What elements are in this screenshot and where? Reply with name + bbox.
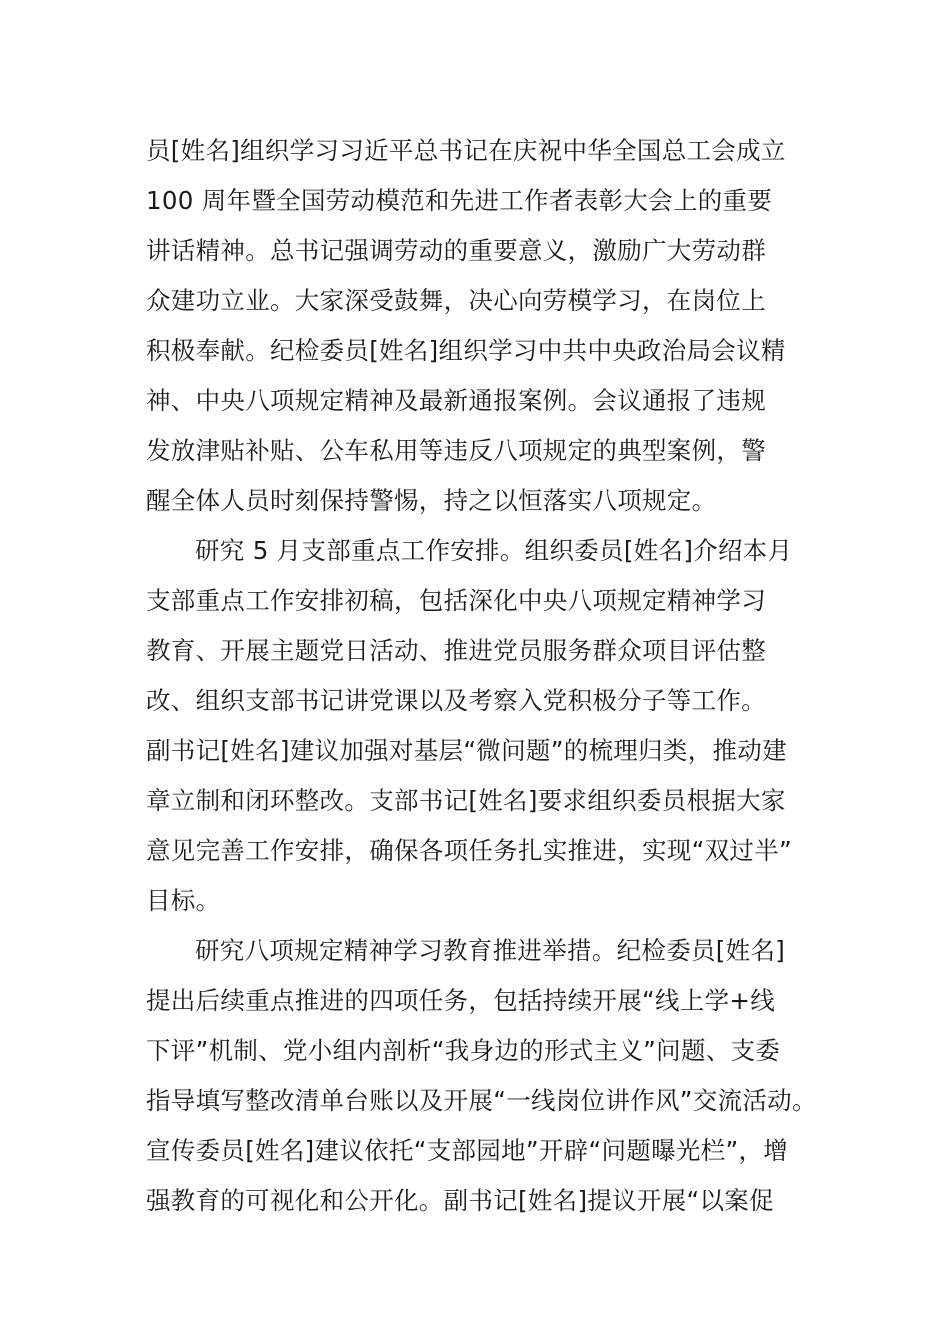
- text-line: 意见完善工作安排，确保各项任务扎实推进，实现“双过半”: [146, 836, 792, 865]
- text-line: 目标。: [146, 886, 221, 915]
- text-line: 指导填写整改清单台账以及开展“一线岗位讲作风”交流活动。: [146, 1086, 817, 1115]
- text-line: 宣传委员[姓名]建议依托“支部园地”开辟“问题曝光栏”，增: [146, 1136, 789, 1165]
- paragraph-start-line: 研究 5 月支部重点工作安排。组织委员[姓名]介绍本月: [195, 536, 793, 565]
- text-line: 章立制和闭环整改。支部书记[姓名]要求组织委员根据大家: [146, 786, 786, 815]
- text-line: 教育、开展主题党日活动、推进党员服务群众项目评估整: [146, 636, 766, 665]
- text-line: 下评”机制、党小组内剖析“我身边的形式主义”问题、支委: [146, 1036, 781, 1065]
- document-body: [146, 126, 836, 1226]
- text-line: 副书记[姓名]建议加强对基层“微问题”的梳理归类，推动建: [146, 736, 787, 765]
- text-line: 100 周年暨全国劳动模范和先进工作者表彰大会上的重要: [146, 186, 773, 215]
- text-line: 众建功立业。大家深受鼓舞，决心向劳模学习，在岗位上: [146, 286, 766, 315]
- text-line: 积极奉献。纪检委员[姓名]组织学习中共中央政治局会议精: [146, 336, 786, 365]
- text-line: 发放津贴补贴、公车私用等违反八项规定的典型案例，警: [146, 436, 766, 465]
- text-line: 员[姓名]组织学习习近平总书记在庆祝中华全国总工会成立: [146, 136, 786, 165]
- text-line: 讲话精神。总书记强调劳动的重要意义，激励广大劳动群: [146, 236, 766, 265]
- text-line: 醒全体人员时刻保持警惕，持之以恒落实八项规定。: [146, 486, 717, 515]
- text-line: 提出后续重点推进的四项任务，包括持续开展“线上学+线: [146, 986, 776, 1015]
- text-line: 强教育的可视化和公开化。副书记[姓名]提议开展“以案促: [146, 1186, 774, 1215]
- text-line: 神、中央八项规定精神及最新通报案例。会议通报了违规: [146, 386, 766, 415]
- text-line: 支部重点工作安排初稿，包括深化中央八项规定精神学习: [146, 586, 766, 615]
- paragraph-start-line: 研究八项规定精神学习教育推进举措。纪检委员[姓名]: [195, 936, 786, 965]
- text-line: 改、组织支部书记讲党课以及考察入党积极分子等工作。: [146, 686, 766, 715]
